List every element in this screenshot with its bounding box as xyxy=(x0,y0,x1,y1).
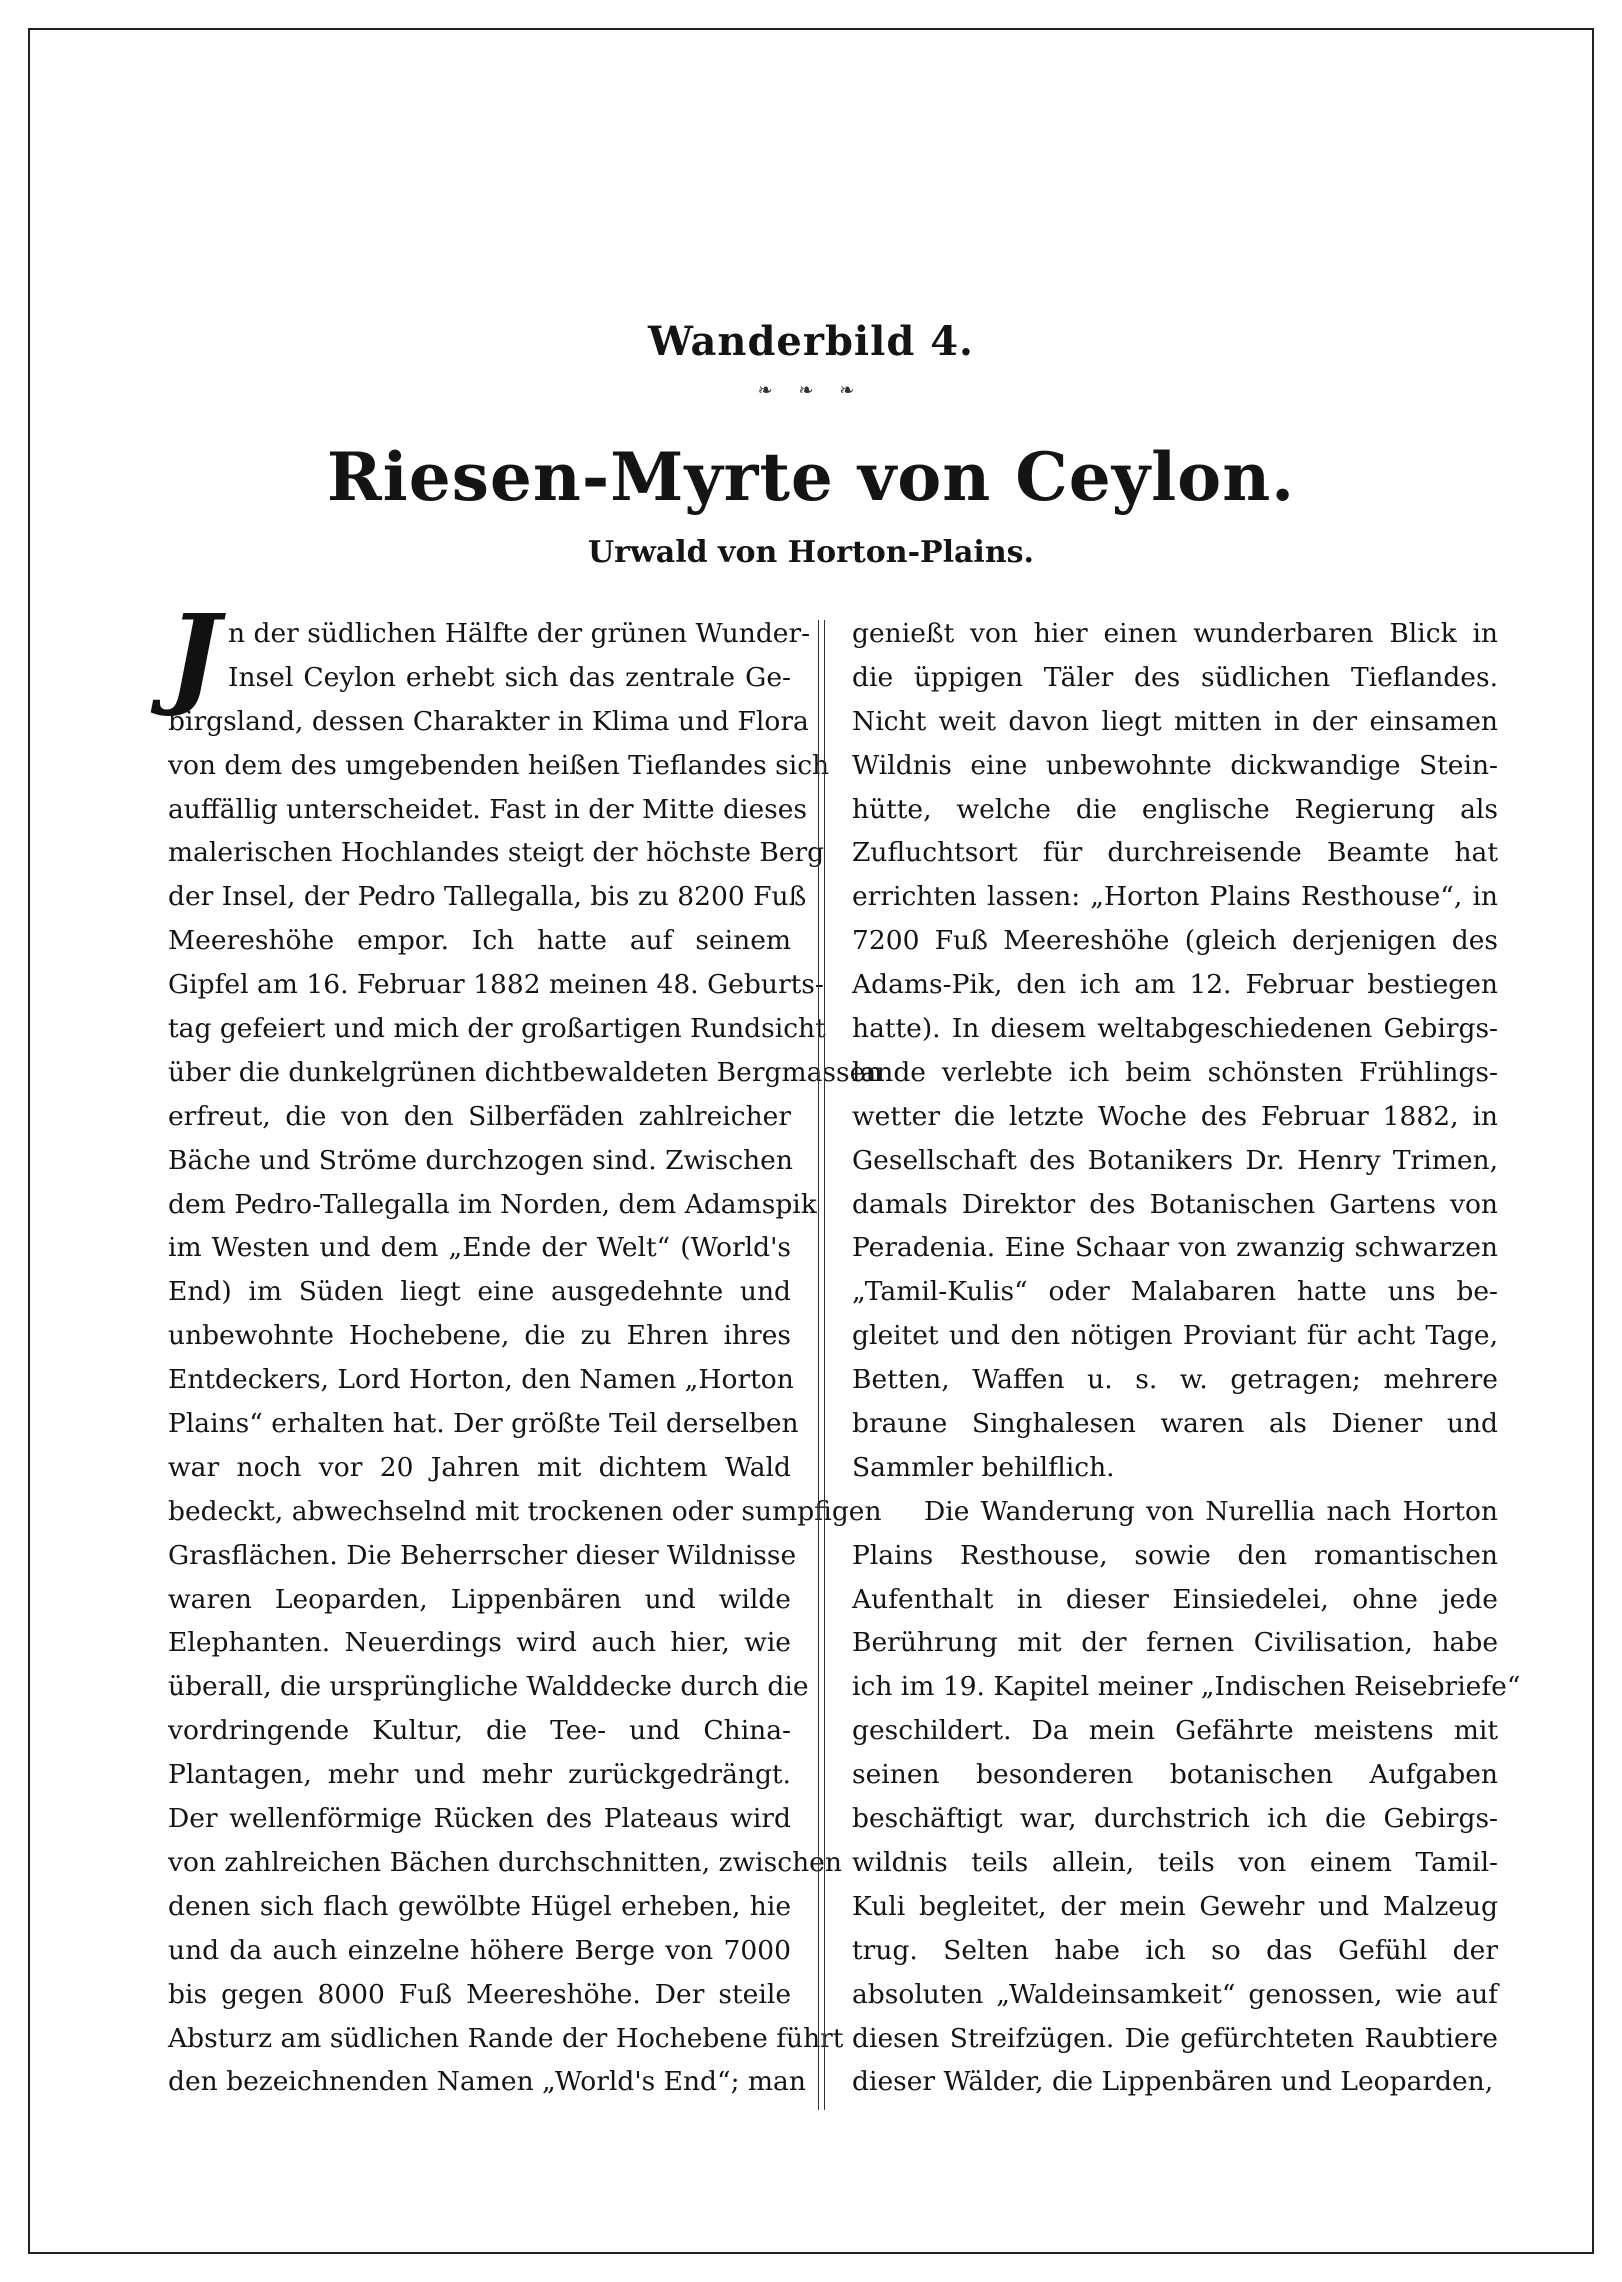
text-line: auffällig unterscheidet. Fast in der Mitte dieses xyxy=(168,793,808,825)
text-line: und da auch einzelne höhere Berge von 7000 xyxy=(168,1934,791,1966)
text-column-right xyxy=(852,612,1521,2104)
text-line: Entdeckers, Lord Horton, den Namen „Horton xyxy=(168,1364,794,1396)
text-line: Plantagen, mehr und mehr zurückgedrängt. xyxy=(168,1759,791,1791)
text-line: wetter die letzte Woche des Februar 1882, in xyxy=(852,1100,1498,1132)
text-line: den bezeichnenden Namen „World's End“; man xyxy=(168,2066,806,2098)
text-line: Kuli begleitet, der mein Gewehr und Malzeug xyxy=(852,1890,1498,1922)
text-line: Plains“ erhalten hat. Der größte Teil derselben xyxy=(168,1408,799,1440)
text-line: Nicht weit davon liegt mitten in der einsamen xyxy=(852,705,1498,737)
page-subtitle: Urwald von Horton-Plains. xyxy=(588,535,1034,570)
text-line: Die Wanderung von Nurellia nach Horton xyxy=(924,1495,1498,1527)
text-line: „Tamil-Kulis“ oder Malabaren hatte uns be- xyxy=(852,1276,1498,1308)
text-line: damals Direktor des Botanischen Gartens von xyxy=(852,1188,1498,1220)
text-line: Bäche und Ströme durchzogen sind. Zwischen xyxy=(168,1144,793,1176)
text-line: über die dunkelgrünen dichtbewaldeten Bergmassen xyxy=(168,1056,883,1088)
text-line: bis gegen 8000 Fuß Meereshöhe. Der steile xyxy=(168,1978,791,2010)
text-line: gleitet und den nötigen Proviant für acht Tage, xyxy=(852,1320,1498,1352)
text-line: birgsland, dessen Charakter in Klima und Flora xyxy=(168,705,809,737)
text-line: errichten lassen: „Horton Plains Resthouse“, in xyxy=(852,881,1498,913)
text-line: Elephanten. Neuerdings wird auch hier, wie xyxy=(168,1627,791,1659)
text-line: Sammler behilflich. xyxy=(852,1451,1115,1483)
text-line: Gesellschaft des Botanikers Dr. Henry Trimen, xyxy=(852,1144,1498,1176)
text-line: malerischen Hochlandes steigt der höchste Berg xyxy=(168,837,825,869)
text-line: beschäftigt war, durchstrich ich die Gebirgs- xyxy=(852,1803,1498,1835)
plate-label: Wanderbild 4. xyxy=(648,318,974,365)
text-line: Grasflächen. Die Beherrscher dieser Wildnisse xyxy=(168,1539,797,1571)
text-line: Betten, Waffen u. s. w. getragen; mehrere xyxy=(852,1364,1498,1396)
text-line: von zahlreichen Bächen durchschnitten, zwischen xyxy=(168,1846,842,1878)
text-line: absoluten „Waldeinsamkeit“ genossen, wie auf xyxy=(852,1978,1498,2010)
text-line: Insel Ceylon erhebt sich das zentrale Ge- xyxy=(228,661,791,693)
text-line: genießt von hier einen wunderbaren Blick in xyxy=(852,618,1498,649)
text-line: unbewohnte Hochebene, die zu Ehren ihres xyxy=(168,1320,791,1352)
text-line: lande verlebte ich beim schönsten Frühlings- xyxy=(852,1056,1498,1088)
text-line: die üppigen Täler des südlichen Tieflandes. xyxy=(852,661,1498,693)
text-line: waren Leoparden, Lippenbären und wilde xyxy=(168,1583,791,1615)
drop-cap: J xyxy=(168,590,221,719)
text-line: diesen Streifzügen. Die gefürchteten Raubtiere xyxy=(852,2022,1498,2054)
text-line: Der wellenförmige Rücken des Plateaus wird xyxy=(168,1803,791,1835)
text-line: Zufluchtsort für durchreisende Beamte hat xyxy=(852,837,1498,869)
text-line: braune Singhalesen waren als Diener und xyxy=(852,1408,1498,1440)
text-line: seinen besonderen botanischen Aufgaben xyxy=(852,1759,1498,1791)
column-rule xyxy=(824,620,825,2110)
text-line: bedeckt, abwechselnd mit trockenen oder sumpfigen xyxy=(168,1495,882,1527)
text-line: Meereshöhe empor. Ich hatte auf seinem xyxy=(168,925,791,957)
text-line: Plains Resthouse, sowie den romantischen xyxy=(852,1539,1498,1571)
text-line: 7200 Fuß Meereshöhe (gleich derjenigen des xyxy=(852,925,1498,957)
text-line: vordringende Kultur, die Tee- und China- xyxy=(168,1715,791,1747)
text-line: von dem des umgebenden heißen Tieflandes sich xyxy=(168,749,830,781)
text-line: erfreut, die von den Silberfäden zahlreicher xyxy=(168,1100,791,1132)
text-line: geschildert. Da mein Gefährte meistens mit xyxy=(852,1715,1498,1747)
text-line: der Insel, der Pedro Tallegalla, bis zu 8200 Fuß xyxy=(168,881,807,913)
text-line: Adams-Pik, den ich am 12. Februar bestiegen xyxy=(852,969,1498,1001)
text-line: Aufenthalt in dieser Einsiedelei, ohne jede xyxy=(852,1583,1498,1615)
text-line: Gipfel am 16. Februar 1882 meinen 48. Geburts- xyxy=(168,969,824,1001)
page-title: Riesen-Myrte von Ceylon. xyxy=(326,438,1296,516)
text-line: hatte). In diesem weltabgeschiedenen Gebirgs- xyxy=(852,1013,1498,1045)
column-rule xyxy=(818,620,819,2110)
text-line: dieser Wälder, die Lippenbären und Leoparden, xyxy=(852,2066,1494,2098)
text-line: dem Pedro-Tallegalla im Norden, dem Adamspik xyxy=(168,1188,817,1220)
text-line: trug. Selten habe ich so das Gefühl der xyxy=(852,1934,1498,1966)
text-line: End) im Süden liegt eine ausgedehnte und xyxy=(168,1276,791,1308)
ornament-divider: ❧ ❧ ❧ xyxy=(757,380,865,401)
text-line: denen sich flach gewölbte Hügel erheben, hie xyxy=(168,1890,791,1922)
text-line: hütte, welche die englische Regierung als xyxy=(852,793,1498,825)
text-column-left xyxy=(168,612,883,2104)
text-line: Wildnis eine unbewohnte dickwandige Stein- xyxy=(852,749,1498,781)
text-line: im Westen und dem „Ende der Welt“ (World's xyxy=(168,1232,791,1264)
text-line: Absturz am südlichen Rande der Hochebene führt xyxy=(168,2022,844,2054)
text-line: überall, die ursprüngliche Walddecke durch die xyxy=(168,1671,809,1703)
text-line: war noch vor 20 Jahren mit dichtem Wald xyxy=(168,1451,791,1483)
text-line: ich im 19. Kapitel meiner „Indischen Reisebriefe“ xyxy=(852,1671,1521,1703)
text-line: Peradenia. Eine Schaar von zwanzig schwarzen xyxy=(852,1232,1498,1264)
text-line: n der südlichen Hälfte der grünen Wunder- xyxy=(228,618,811,649)
text-line: Berührung mit der fernen Civilisation, habe xyxy=(852,1627,1498,1659)
text-line: tag gefeiert und mich der großartigen Rundsicht xyxy=(168,1013,826,1045)
text-line: wildnis teils allein, teils von einem Tamil- xyxy=(852,1846,1498,1878)
